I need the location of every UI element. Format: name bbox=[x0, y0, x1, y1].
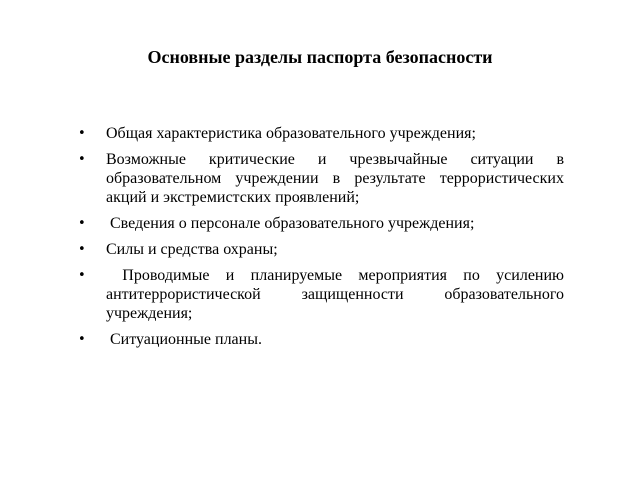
bullet-icon: • bbox=[78, 126, 86, 141]
list-item bbox=[78, 330, 564, 349]
bullet-icon: • bbox=[78, 242, 86, 257]
slide-title: Основные разделы паспорта безопасности bbox=[147, 47, 493, 67]
list-item-text: Сведения о персонале образовательного учреждения; bbox=[106, 215, 475, 232]
list-item-text: Силы и средства охраны; bbox=[106, 241, 278, 258]
list-item bbox=[78, 150, 568, 207]
list-item-text: Возможные критические и чрезвычайные ситуации в образовательном учреждении в результате террористических акций и экстремистских проявлений; bbox=[106, 151, 568, 206]
list-item bbox=[78, 266, 568, 323]
list-item-text: Проводимые и планируемые мероприятия по усилению антитеррористической защищенности образовательного учреждения; bbox=[106, 267, 568, 322]
bullet-icon: • bbox=[78, 332, 86, 347]
list-item bbox=[78, 214, 564, 233]
list-item bbox=[78, 240, 564, 259]
bullet-icon: • bbox=[78, 152, 86, 167]
bullet-icon: • bbox=[78, 268, 86, 283]
bullet-list bbox=[78, 124, 568, 356]
list-item bbox=[78, 124, 564, 143]
bullet-icon: • bbox=[78, 216, 86, 231]
list-item-text: Ситуационные планы. bbox=[106, 331, 262, 348]
list-item-text: Общая характеристика образовательного учреждения; bbox=[106, 125, 476, 142]
